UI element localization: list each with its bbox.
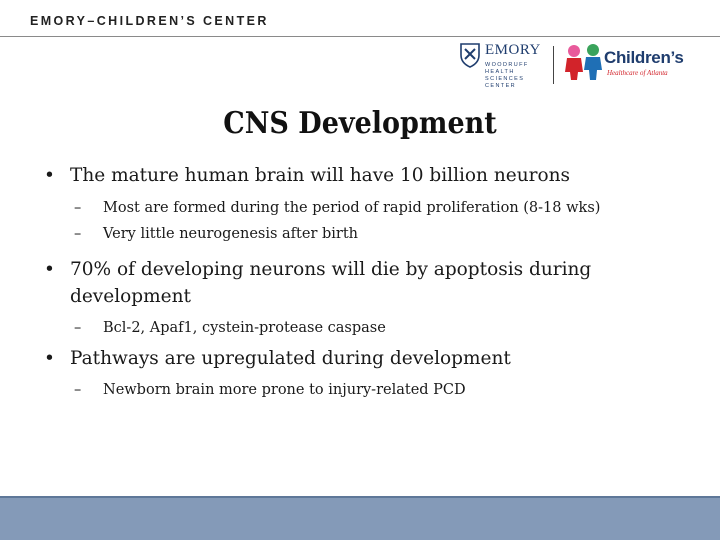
- emory-logo-subtitle: [485, 62, 545, 90]
- childrens-logo-name: Children’s: [604, 48, 684, 67]
- childrens-figures-icon: [563, 42, 605, 86]
- emory-sub-line: CENTER: [485, 83, 517, 89]
- sub-bullet-item: [74, 380, 694, 400]
- sub-bullet-text: Newborn brain more prone to injury-related PCD: [103, 382, 466, 398]
- emory-logo-name: EMORY: [485, 42, 541, 58]
- slide-title: CNS Development: [223, 106, 497, 141]
- bullet-item: [44, 162, 664, 189]
- header-title: EMORY–CHILDREN’S CENTER: [30, 14, 269, 28]
- sub-bullet-dash-icon: –: [74, 382, 82, 398]
- bullet-dot-icon: •: [44, 165, 55, 186]
- emory-sub-line: SCIENCES: [485, 76, 525, 82]
- sub-bullet-dash-icon: –: [74, 320, 82, 336]
- sub-bullet-dash-icon: –: [74, 226, 82, 242]
- childrens-logo-subtitle: Healthcare of Atlanta: [607, 69, 668, 77]
- footer-bar: [0, 496, 720, 540]
- bullet-item: [44, 256, 644, 310]
- logo-divider: [553, 46, 554, 84]
- sub-bullet-item: [74, 318, 694, 338]
- emory-sub-line: HEALTH: [485, 69, 515, 75]
- bullet-dot-icon: •: [44, 348, 55, 369]
- logo-area: [455, 40, 720, 96]
- bullet-item: [44, 345, 664, 372]
- bullet-text: Pathways are upregulated during development: [70, 348, 511, 369]
- bullet-dot-icon: •: [44, 259, 55, 280]
- sub-bullet-dash-icon: –: [74, 200, 82, 216]
- emory-sub-line: WOODRUFF: [485, 62, 529, 68]
- header-rule: [0, 36, 720, 37]
- sub-bullet-text: Bcl-2, Apaf1, cystein-protease caspase: [103, 320, 386, 336]
- sub-bullet-item: [74, 198, 694, 218]
- bullet-text: 70% of developing neurons will die by apoptosis during development: [70, 259, 592, 307]
- bullet-text: The mature human brain will have 10 billion neurons: [70, 165, 571, 186]
- sub-bullet-text: Very little neurogenesis after birth: [103, 226, 359, 242]
- sub-bullet-item: [74, 224, 694, 244]
- emory-shield-icon: [459, 42, 481, 72]
- sub-bullet-text: Most are formed during the period of rapid proliferation (8-18 wks): [103, 200, 601, 216]
